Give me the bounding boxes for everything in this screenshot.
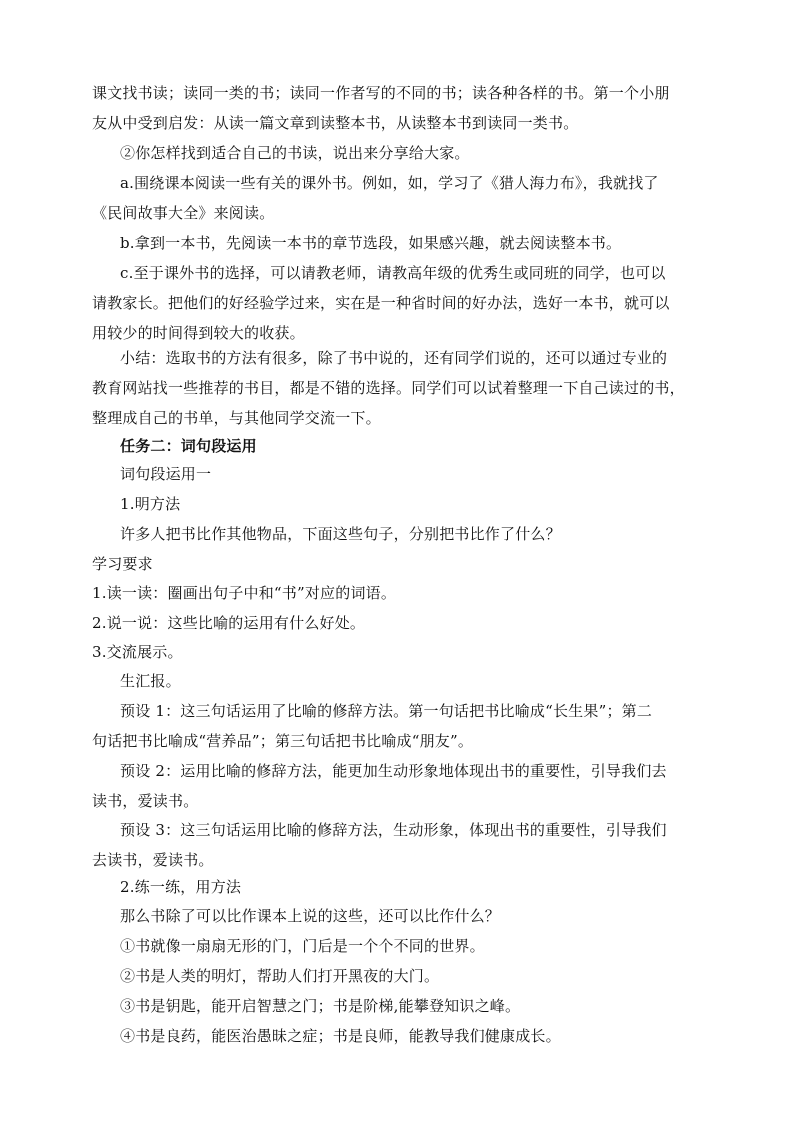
text-line: 去读书，爱读书。	[92, 851, 214, 869]
text-line: ④书是良药，能医治愚昧之症；书是良师，能教导我们健康成长。	[120, 1027, 561, 1045]
text-line: ②书是人类的明灯，帮助人们打开黑夜的大门。	[120, 967, 440, 985]
text-line: 3.交流展示。	[92, 643, 183, 661]
text-line: 课文找书读；读同一类的书；读同一作者写的不同的书；读各种各样的书。第一个小朋	[92, 84, 670, 102]
text-line: 小结：选取书的方法有很多，除了书中说的，还有同学们说的，还可以通过专业的	[120, 349, 668, 367]
text-line: ③书是钥匙，能开启智慧之门；书是阶梯,能攀登知识之峰。	[120, 997, 521, 1015]
text-line: 读书，爱读书。	[92, 792, 199, 810]
text-line: 2.练一练，用方法	[120, 878, 242, 896]
text-line: 《民间故事大全》来阅读。	[92, 204, 275, 222]
text-line: 请教家长。把他们的好经验学过来，实在是一种省时间的好办法，选好一本书，就可以	[92, 294, 670, 312]
text-line: b.拿到一本书，先阅读一本书的章节选段，如果感兴趣，就去阅读整本书。	[120, 234, 622, 252]
text-line: 2.说一说：这些比喻的运用有什么好处。	[92, 614, 366, 632]
text-line: 那么书除了可以比作课本上说的这些，还可以比作什么？	[120, 907, 501, 925]
text-line: ②你怎样找到适合自己的书读，说出来分享给大家。	[120, 144, 470, 162]
text-line: 1.明方法	[120, 495, 181, 513]
text-line: 预设 2：运用比喻的修辞方法，能更加生动形象地体现出书的重要性，引导我们去	[120, 762, 667, 780]
section-heading: 任务二：词句段运用	[120, 437, 257, 455]
text-line: 预设 3：这三句话运用比喻的修辞方法，生动形象，体现出书的重要性，引导我们	[120, 821, 667, 839]
text-line: 句话把书比喻成“营养品”；第三句话把书比喻成“朋友”。	[92, 732, 474, 750]
text-line: 1.读一读：圈画出句子中和“书”对应的词语。	[92, 584, 397, 602]
text-line: ①书就像一扇扇无形的门，门后是一个个不同的世界。	[120, 937, 485, 955]
text-line: 整理成自己的书单，与其他同学交流一下。	[92, 409, 381, 427]
text-line: 词句段运用一	[120, 465, 212, 483]
text-line: 预设 1：这三句话运用了比喻的修辞方法。第一句话把书比喻成“长生果”；第二	[120, 702, 653, 720]
text-line: 学习要求	[92, 555, 153, 573]
text-line: 生汇报。	[120, 672, 181, 690]
text-line: 许多人把书比作其他物品，下面这些句子，分别把书比作了什么？	[120, 525, 561, 543]
text-line: c.至于课外书的选择，可以请教老师，请教高年级的优秀生或同班的同学，也可以	[120, 264, 666, 282]
text-line: 教育网站找一些推荐的书目，都是不错的选择。同学们可以试着整理一下自己读过的书，	[92, 379, 685, 397]
text-line: a.围绕课本阅读一些有关的课外书。例如，如，学习了《猎人海力布》，我就找了	[120, 174, 659, 192]
text-line: 用较少的时间得到较大的收获。	[92, 324, 305, 342]
text-line: 友从中受到启发：从读一篇文章到读整本书，从读整本书到读同一类书。	[92, 114, 579, 132]
